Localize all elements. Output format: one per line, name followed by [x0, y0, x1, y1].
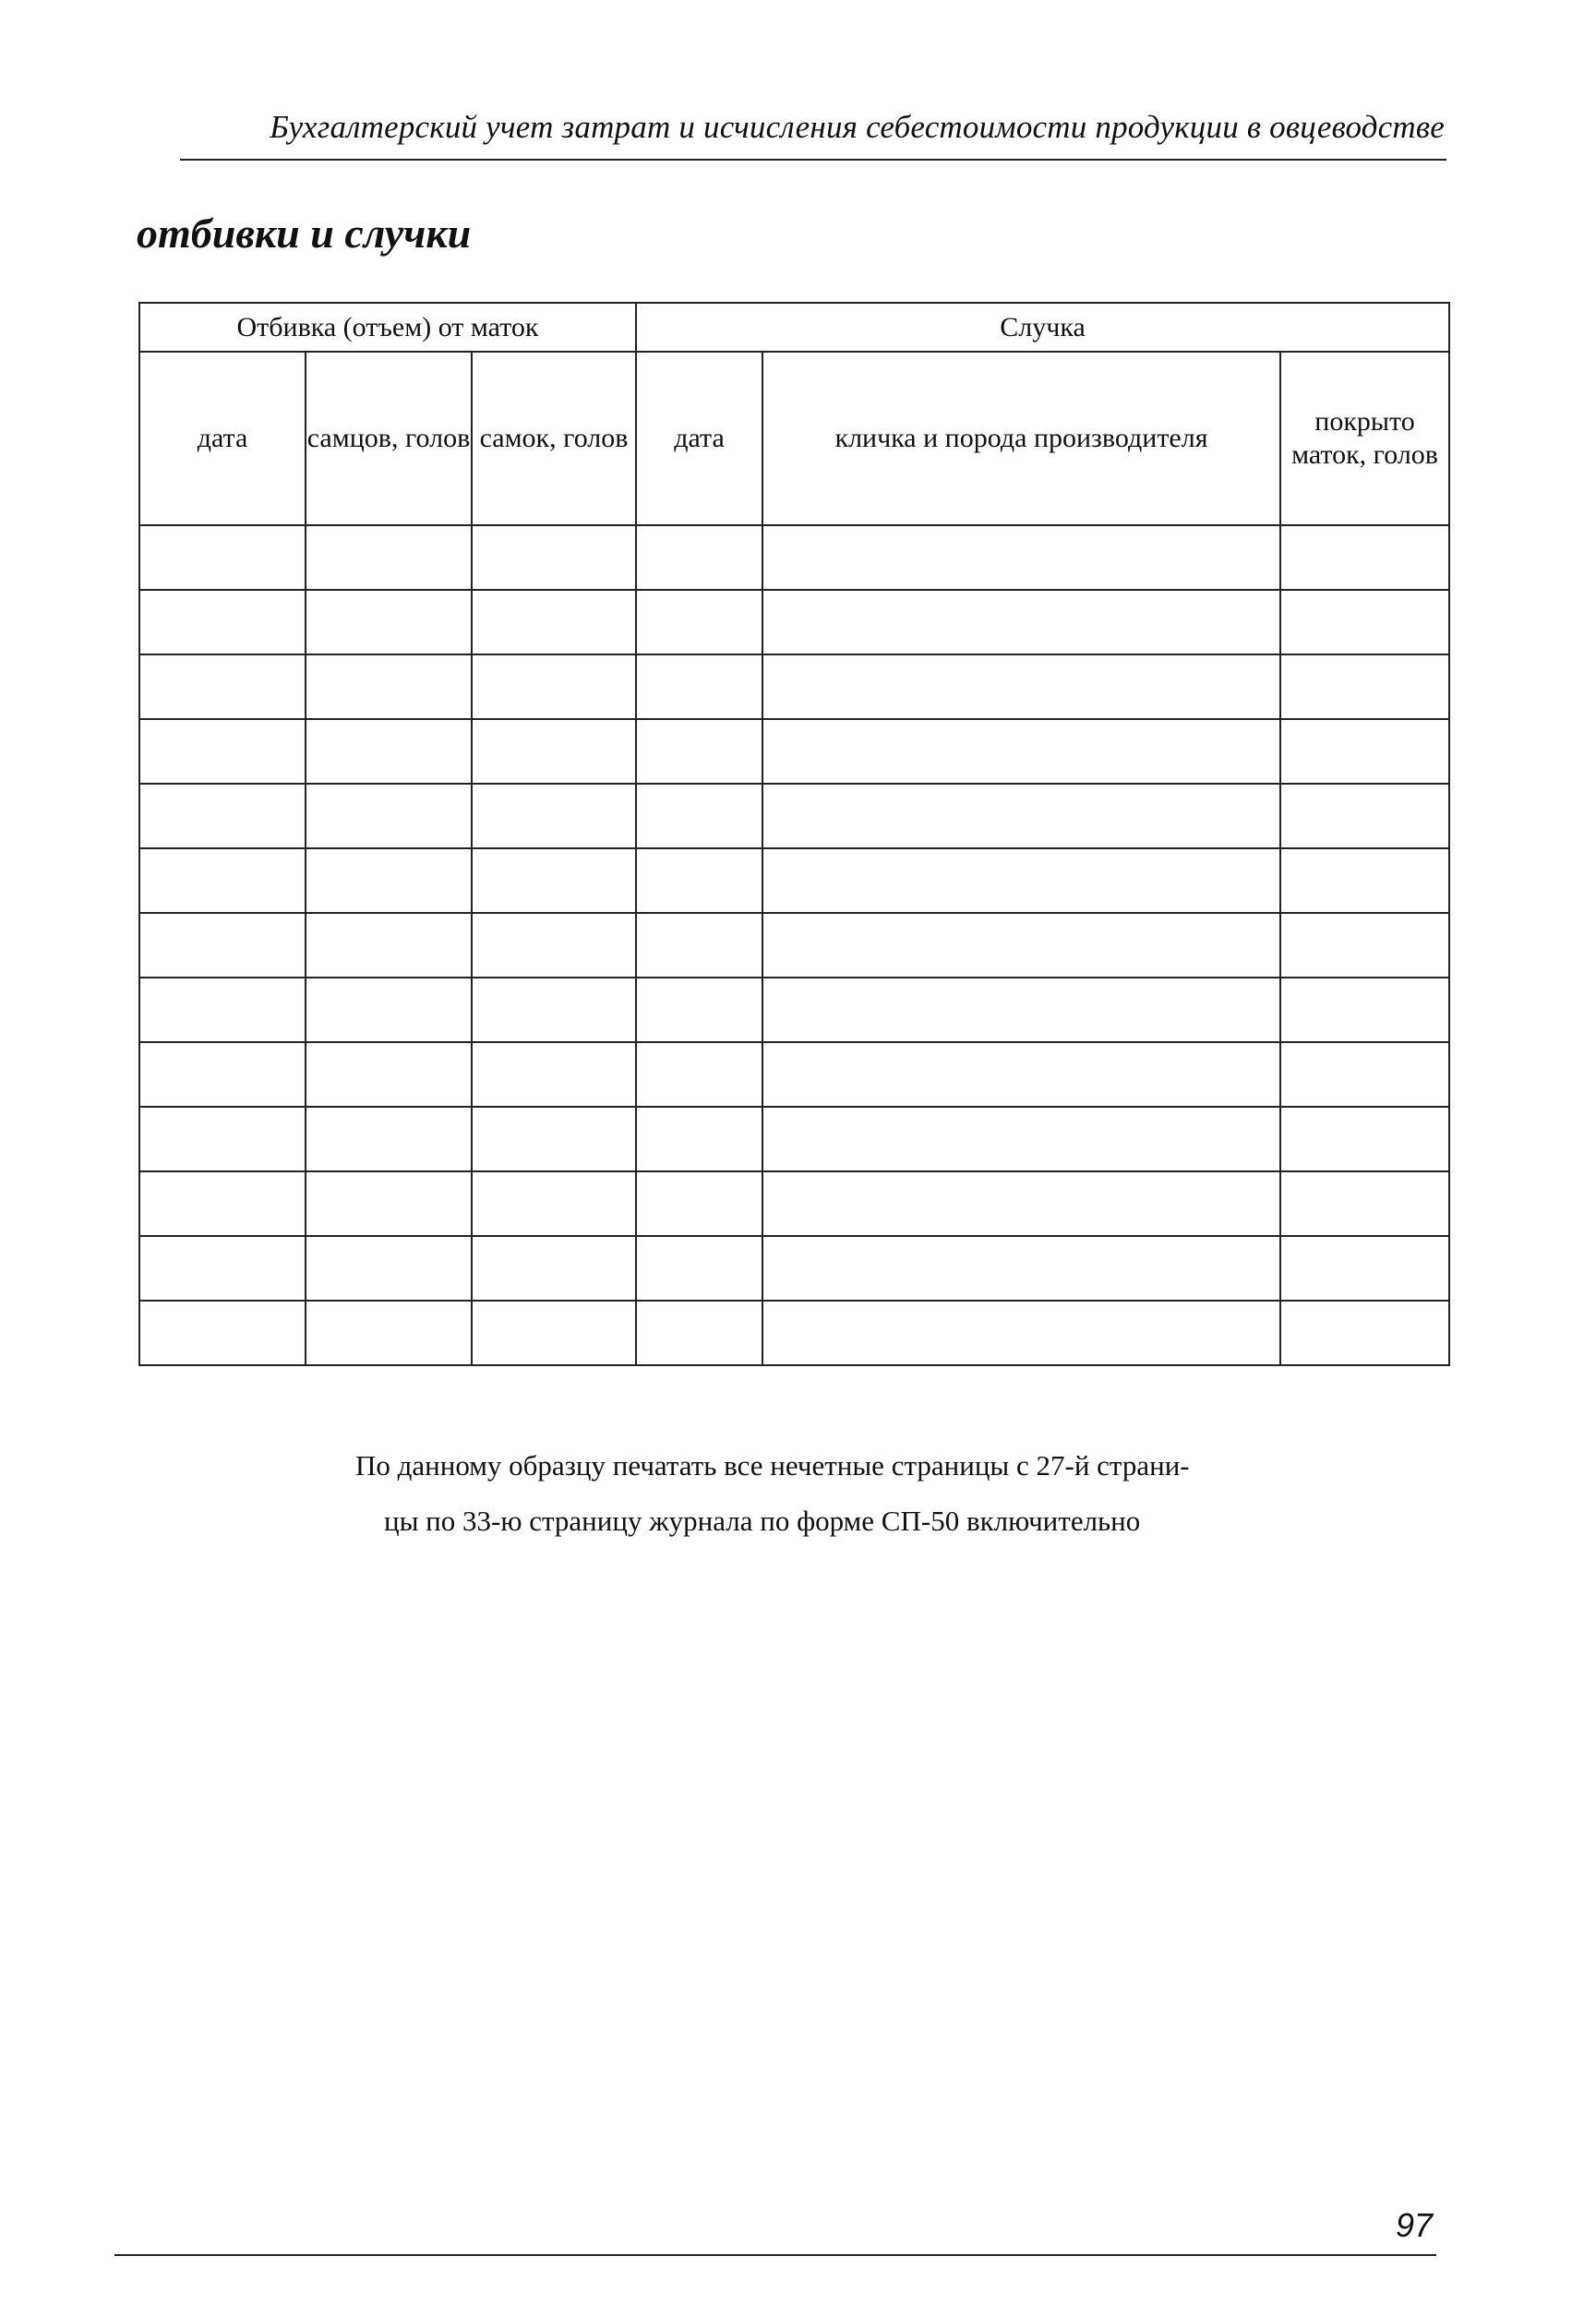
table-cell	[636, 654, 762, 719]
table-cell	[472, 1236, 636, 1301]
table-row	[139, 1301, 1449, 1365]
table-cell	[636, 1301, 762, 1365]
table-cell	[762, 913, 1280, 978]
table-cell	[1280, 525, 1449, 590]
table-cell	[472, 525, 636, 590]
table-cell	[306, 1171, 472, 1236]
table-cell	[636, 1236, 762, 1301]
table-cell	[472, 1107, 636, 1171]
table-cell	[306, 848, 472, 913]
table-cell	[762, 784, 1280, 848]
column-header-ewes-covered: покрыто маток, голов	[1280, 352, 1449, 525]
table-cell	[139, 590, 306, 654]
table-cell	[472, 1042, 636, 1107]
table-cell	[762, 590, 1280, 654]
column-header-mating-date: дата	[636, 352, 762, 525]
table-cell	[1280, 1301, 1449, 1365]
table-row	[139, 654, 1449, 719]
table-cell	[636, 719, 762, 784]
print-instruction-note	[355, 1438, 1190, 1549]
table-row	[139, 913, 1449, 978]
table-cell	[636, 1042, 762, 1107]
table-cell	[306, 1107, 472, 1171]
table-row	[139, 1107, 1449, 1171]
table-row	[139, 978, 1449, 1042]
table-cell	[1280, 784, 1449, 848]
table-cell	[636, 913, 762, 978]
table-row	[139, 590, 1449, 654]
column-header-row	[139, 352, 1449, 525]
table-cell	[306, 1236, 472, 1301]
table-cell	[139, 1107, 306, 1171]
table-cell	[762, 1042, 1280, 1107]
column-header-sire-name-breed: кличка и порода производителя	[762, 352, 1280, 525]
table-cell	[472, 913, 636, 978]
table-cell	[139, 978, 306, 1042]
table-cell	[636, 848, 762, 913]
table-cell	[139, 1171, 306, 1236]
table-cell	[306, 913, 472, 978]
table-cell	[472, 978, 636, 1042]
table-cell	[1280, 719, 1449, 784]
column-header-females: самок, голов	[472, 352, 636, 525]
table-cell	[636, 784, 762, 848]
table-cell	[139, 525, 306, 590]
table-row	[139, 848, 1449, 913]
table-cell	[139, 719, 306, 784]
page-number: 97	[1395, 2206, 1433, 2244]
table-cell	[306, 784, 472, 848]
table-cell	[306, 719, 472, 784]
table-cell	[762, 978, 1280, 1042]
column-header-males: самцов, голов	[306, 352, 472, 525]
table-cell	[1280, 654, 1449, 719]
group-header-row	[139, 303, 1449, 352]
table-cell	[1280, 590, 1449, 654]
table-cell	[306, 978, 472, 1042]
table-cell	[762, 1171, 1280, 1236]
table-cell	[1280, 848, 1449, 913]
section-title: отбивки и случки	[137, 210, 472, 257]
table-cell	[636, 978, 762, 1042]
table-cell	[306, 525, 472, 590]
table-cell	[762, 1107, 1280, 1171]
table-cell	[472, 719, 636, 784]
table-cell	[762, 848, 1280, 913]
table-cell	[139, 848, 306, 913]
table-row	[139, 719, 1449, 784]
table-cell	[472, 654, 636, 719]
table-cell	[762, 525, 1280, 590]
group-header-weaning: Отбивка (отъем) от маток	[139, 303, 636, 352]
table-cell	[636, 1107, 762, 1171]
table-cell	[1280, 1042, 1449, 1107]
running-header: Бухгалтерский учет затрат и исчисления себестоимости продукции в овцеводстве	[270, 109, 1445, 145]
table-cell	[472, 784, 636, 848]
table-cell	[636, 525, 762, 590]
table-cell	[472, 590, 636, 654]
table-row	[139, 784, 1449, 848]
group-header-mating: Случка	[636, 303, 1449, 352]
table-cell	[1280, 1236, 1449, 1301]
table-cell	[1280, 913, 1449, 978]
table-cell	[762, 1301, 1280, 1365]
column-header-weaning-date: дата	[139, 352, 306, 525]
table-cell	[636, 590, 762, 654]
table-cell	[306, 654, 472, 719]
table-cell	[139, 654, 306, 719]
table-cell	[472, 1171, 636, 1236]
table-cell	[1280, 1171, 1449, 1236]
table-cell	[472, 1301, 636, 1365]
table-cell	[472, 848, 636, 913]
table-cell	[306, 1301, 472, 1365]
note-line-1: По данному образцу печатать все нечетные страницы с 27-й страни-	[355, 1449, 1190, 1482]
table-cell	[139, 1301, 306, 1365]
table-row	[139, 1236, 1449, 1301]
note-line-2: цы по 33-ю страницу журнала по форме СП-50 включительно	[384, 1505, 1141, 1537]
form-table	[138, 302, 1450, 1366]
table-row	[139, 1042, 1449, 1107]
table-row	[139, 525, 1449, 590]
table-row	[139, 1171, 1449, 1236]
table-cell	[636, 1171, 762, 1236]
table-cell	[139, 913, 306, 978]
table-cell	[1280, 978, 1449, 1042]
table-cell	[306, 590, 472, 654]
table-cell	[306, 1042, 472, 1107]
header-rule	[180, 159, 1446, 161]
table-cell	[139, 1042, 306, 1107]
footer-rule	[114, 2254, 1436, 2256]
table-body	[139, 525, 1449, 1365]
table-cell	[1280, 1107, 1449, 1171]
table-cell	[139, 784, 306, 848]
table-cell	[762, 654, 1280, 719]
table-cell	[762, 1236, 1280, 1301]
table-cell	[139, 1236, 306, 1301]
table-cell	[762, 719, 1280, 784]
